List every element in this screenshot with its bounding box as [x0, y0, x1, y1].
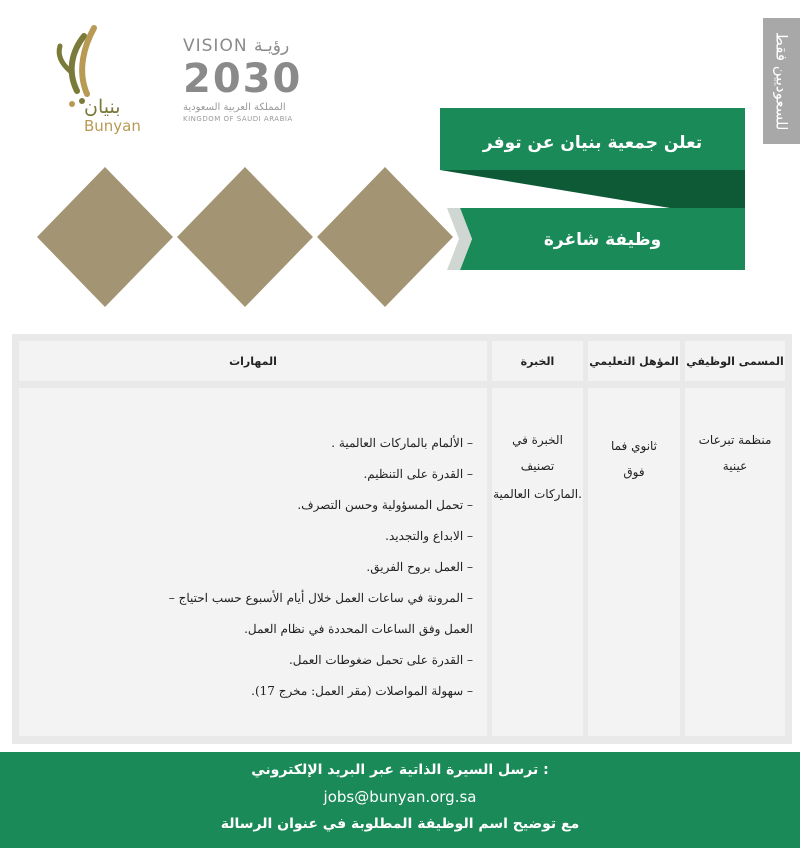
- skill-item: العمل وفق الساعات المحددة في نظام العمل.: [244, 622, 473, 636]
- footer-cv-instruction: ترسل السيرة الذاتية عبر البريد الإلكتروني :: [251, 762, 549, 778]
- qualification-line-1: ثانوي فما: [610, 439, 658, 453]
- experience-line-1: الخبرة في: [512, 433, 563, 447]
- header-experience: الخبرة: [492, 341, 583, 381]
- bunyan-arabic-wordmark: بنيان: [84, 96, 121, 118]
- vision-year: 2030: [183, 56, 303, 102]
- skills-list: [169, 428, 473, 707]
- footer-subject-note: مع توضيح اسم الوظيفة المطلوبة في عنوان الرسالة: [220, 816, 580, 832]
- saudi-only-tag: للسعوديين فقط: [763, 18, 800, 144]
- contact-footer: [0, 752, 800, 848]
- skill-item: – الابداع والتجديد.: [385, 529, 473, 543]
- skill-item: – المرونة في ساعات العمل خلال أيام الأسبوع حسب احتياج –: [168, 591, 473, 605]
- skill-item: – القدرة على التنظيم.: [363, 467, 473, 481]
- skill-item: – الألمام بالماركات العالمية .: [331, 436, 473, 450]
- footer-email-link[interactable]: jobs@bunyan.org.sa: [323, 788, 477, 806]
- header-qualification: المؤهل التعليمي: [588, 341, 680, 381]
- skill-item: – سهولة المواصلات (مقر العمل: مخرج 17).: [251, 684, 473, 698]
- decorative-diamonds: [35, 165, 475, 310]
- job-table: [12, 334, 792, 744]
- job-title-line-1: منظمة تبرعات: [698, 433, 772, 447]
- cell-experience: [492, 388, 583, 736]
- skill-item: – تحمل المسؤولية وحسن التصرف.: [297, 498, 473, 512]
- cell-skills: [19, 388, 487, 736]
- vacancy-title: وظيفة شاغرة: [543, 230, 662, 250]
- qualification-line-2: فوق: [623, 465, 645, 479]
- experience-line-2: تصنيف: [520, 459, 555, 473]
- cell-job-title: [685, 388, 785, 736]
- vision-wordmark: VISION رؤيـة: [183, 36, 290, 56]
- header-job-title: المسمى الوظيفي: [685, 341, 785, 381]
- announcement-line-1: تعلن جمعية بنيان عن توفر: [482, 133, 703, 153]
- vision-kingdom-arabic: المملكة العربية السعودية: [183, 102, 286, 113]
- bunyan-english-wordmark: Bunyan: [84, 117, 141, 135]
- experience-line-3: الماركات العالمية.: [493, 487, 582, 501]
- skill-item: – العمل بروح الفريق.: [366, 560, 473, 574]
- header-skills: المهارات: [19, 341, 487, 381]
- skill-item: – القدرة على تحمل ضغوطات العمل.: [288, 653, 473, 667]
- job-title-line-2: عينية: [722, 459, 748, 473]
- vision-kingdom-english: KINGDOM OF SAUDI ARABIA: [183, 115, 293, 123]
- cell-qualification: [588, 388, 680, 736]
